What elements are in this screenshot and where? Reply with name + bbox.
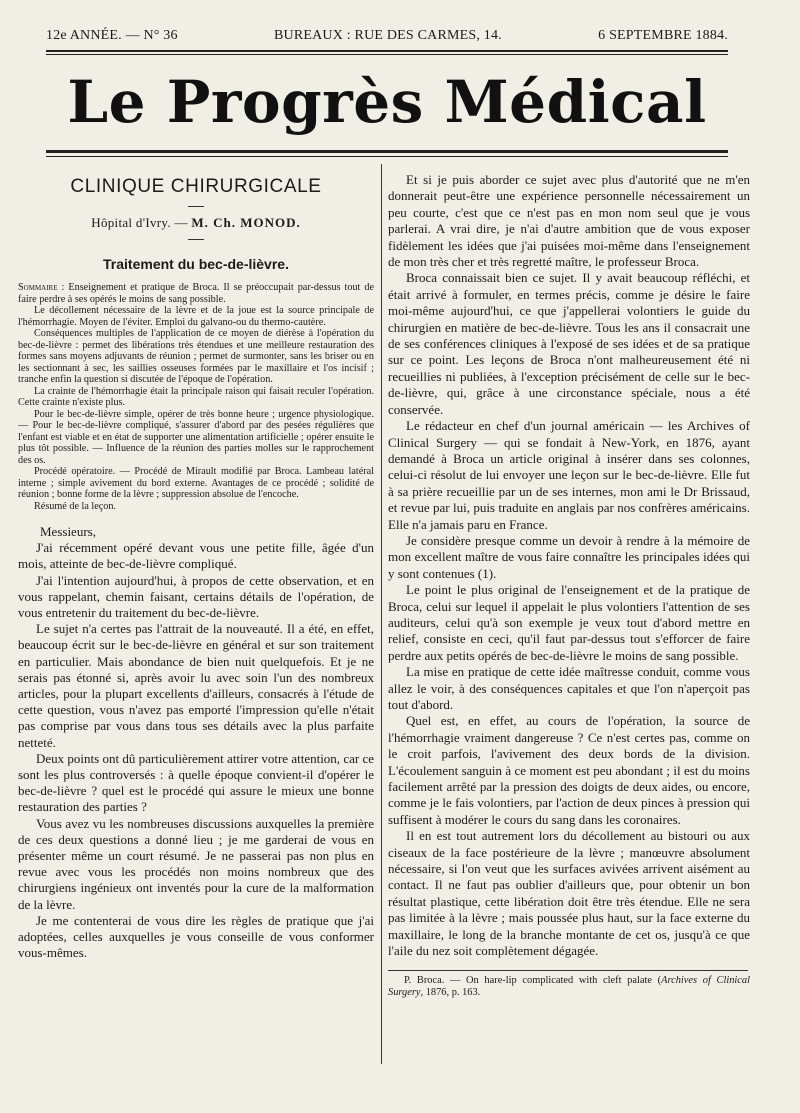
section-divider [188,206,204,207]
right-column [388,172,750,999]
summary-label: Sommaire : [18,282,65,293]
header-rule-bottom [46,54,728,55]
left-body [18,524,374,961]
issue-header [46,28,728,44]
body-paragraph: J'ai l'intention aujourd'hui, à propos de cette observation, et en vous rappelant, chemin faisant, certains détails de l'opération, de vous entretenir du traitement du bec-de-lièvre. [18,572,374,621]
issue-edition: 12e ANNÉE. — N° 36 [46,28,178,43]
summary-paragraph: La crainte de l'hémorrhagie était la principale raison qui faisait reculer l'opération. Cette crainte n'existe plus. [18,385,374,408]
summary-paragraph: Le décollement nécessaire de la lèvre et de la joue est la source principale de l'hémorrhagie. Moyen de l'éviter. Emploi du galvano-ou du thermo-cautère. [18,305,374,328]
summary-paragraph: Sommaire : Enseignement et pratique de Broca. Il se préoccupait par-dessus tout de faire perdre à ses opérés le moins de sang possible. [18,282,375,305]
section-title: CLINIQUE CHIRURGICALE [70,176,322,197]
body-paragraph: Quel est, en effet, au cours de l'opération, la source de l'hémorrhagie vraiment dangereuse ? Ce n'est certes pas, comme on le croit parfois, l'avivement des deux bords de la division. L'écoulement sanguin à ce moment est peu abondant ; il est du moins facilement arrêté par la pression des doigts de deux aides, ou encore, comme je le fais volontiers, par l'action de deux pinces à pression qui suffisent à modérer le cours du sang dans les coronaires. [388,713,750,827]
summary-paragraph: Procédé opératoire. — Procédé de Mirault modifié par Broca. Lambeau latéral interne ; simple avivement du bord externe. Avantages de ce procédé ; solidité de réunion ; bonne forme de la lèvre ; suppression absolue de l'encoche. [18,466,374,500]
hospital-line [18,215,374,231]
footnote-citation: , 1876, p. 163. [420,986,481,998]
masthead-rule-bottom [46,156,728,157]
body-paragraph: Il en est tout autrement lors du décollement au bistouri ou aux ciseaux de la face postérieure de la lèvre ; manœuvre absolument nécessaire, si l'on veut que les surfaces avivées arrivent aisément au contact. Il ne faut pas oublier d'ailleurs que, pour obtenir un bon résultat plastique, cette libération doit être très étendue. Elle ne sera pas limitée à la lèvre ; mais poussée plus haut, sur la face externe du maxillaire, le long de la branche montante de cet os, jusqu'à ce que l'aile du nez soit complètement dégagée. [388,828,750,959]
body-paragraph: La mise en pratique de cette idée maîtresse conduit, comme vous allez le voir, à des conséquences capitales et que l'on n'aperçoit pas tout d'abord. [388,664,750,712]
body-paragraph: Vous avez vu les nombreuses discussions auxquelles la première de ces deux questions a donné lieu ; je me garderai de vous en présenter même un court résumé. Je ne passerai pas non plus en revue avec vous les procédés non moins nombreux que des chirurgiens ingénieux ont inventés pour la cure de la malformation de la lèvre. [18,815,374,912]
body-paragraph: Broca connaissait bien ce sujet. Il y avait beaucoup réfléchi, et était arrivé à formuler, en termes précis, comme je désire le faire moi-même aujourd'hui, ce que j'appellerai volontiers le guide du chirurgien en matière de bec-de-lièvre. Tous les ans il consacrait une de ses conférences cliniques à l'exposé de ses idées et de sa pratique sur ce point. Les leçons de Broca n'ont malheureusement été ni recueillies ni publiées, à l'exception précisément de celle sur le bec-de-lièvre, qui, grâce à une circonstance spéciale, nous a été conservée. [388,270,750,417]
footnote-journal: Archives of Clinical Surgery [388,974,750,998]
body-paragraph: Deux points ont dû particulièrement attirer votre attention, car ce sont les plus controversés : à quelle époque convient-il d'opérer le bec-de-lièvre ? quel est le procédé qui assure le mieux une bonne restauration des parties ? [18,750,374,815]
right-body [388,172,750,960]
summary-paragraph: Conséquences multiples de l'application de ce moyen de diérèse à l'opération du bec-de-lièvre : permet des libérations très étendues et une meilleure restauration des formes sans moyens adjuvants de réunion ; permet de surmonter, sans les briser ou en les sectionnant à sec, les saillies osseuses formées par le maxillaire et l'os incisif ; tranche enfin la question si discutée de l'époque de l'opération. [18,328,374,385]
header-rule-top [46,50,728,52]
masthead-title: Le Progrès Médical [67,68,707,136]
issue-offices: BUREAUX : RUE DES CARMES, 14. [273,28,502,43]
author-divider [188,239,204,240]
body-paragraph: Et si je puis aborder ce sujet avec plus d'autorité que ne m'en donnerait peut-être une expérience personnelle nécessairement un peu courte, c'est que ce n'est pas en mon nom seul que je vous parlerai. A vrai dire, je n'ai d'autre ambition que de vous exposer fidèlement les idées que j'ai puisées moi-même dans l'enseignement de mon très cher et très regretté maître, le professeur Broca. [388,172,750,270]
body-paragraph: Le rédacteur en chef d'un journal américain — les Archives of Clinical Surgery — qui se fondait à New-York, en 1876, ayant demandé à Broca un article original à insérer dans ses colonnes, celui-ci résolut de lui envoyer une leçon sur le bec-de-lièvre. Elle fut à sa prière recueillie par un de ses internes, mon ami le Dr Brissaud, et revue par lui, puis traduite en anglais par nos confrères américains. Elle n'a jamais paru en France. [388,418,750,532]
footnote-rule [388,970,748,971]
hospital-name: Hôpital d'Ivry. — [91,215,188,230]
article-title: Traitement du bec-de-lièvre. [103,256,289,272]
left-column [18,172,374,961]
issue-date: 6 SEPTEMBRE 1884. [598,28,728,43]
salutation: Messieurs, [40,524,96,539]
column-divider [381,164,382,1064]
article-author: M. Ch. MONOD. [191,215,301,230]
masthead-rule-top [46,150,728,153]
body-paragraph: Le sujet n'a certes pas l'attrait de la nouveauté. Il a été, en effet, beaucoup écrit sur le bec-de-lièvre en général et sur son traitement en particulier. Mais abondance de bien nuit quelquefois. Et je ne serais pas étonné si, après avoir lu avec soin l'un des nombreux articles, pour la plupart excellents d'ailleurs, consacrés à l'étude de cette question, vous n'avez pas emporté l'impression qu'elle n'était pas comprise par vous dans tous ses détails avec la plus parfaite netteté. [18,621,374,750]
body-paragraph: Je considère presque comme un devoir à rendre à la mémoire de mon excellent maître de vous faire connaître les principales idées qui y sont contenues (1). [388,532,750,581]
summary-paragraph: Résumé de la leçon. [34,500,117,512]
summary-paragraph: Pour le bec-de-lièvre simple, opérer de très bonne heure ; urgence physiologique. — Pour le bec-de-lièvre compliqué, s'assurer d'abord par des pesées régulières que l'enfant est viable et en état de supporter une alimentation artificielle ; opérer ensuite le plus tôt possible. — Influence de la réunion des parties molles sur le rapprochement des os. [18,408,374,466]
body-paragraph: Je me contenterai de vous dire les règles de pratique que j'ai adoptées, celles auxquelles je vous conseille de vous conformer vous-mêmes. [18,912,374,961]
article-summary [18,282,374,512]
body-paragraph: J'ai récemment opéré devant vous une petite fille, âgée d'un mois, atteinte de bec-de-lièvre compliqué. [18,540,374,572]
body-paragraph: Le point le plus original de l'enseignement et de la pratique de Broca, celui sur lequel il appelait le plus volontiers l'attention de ses auditeurs, celui qu'à son exemple je veux tout d'abord mettre en relief, consiste en ceci, qu'il faut par-dessus tout s'efforcer de faire perdre aux petits opérés de bec-de-lièvre le moins de sang possible. [388,582,750,663]
footnote [388,975,750,999]
footnote-text: P. Broca. — On hare-lip complicated with cleft palate ( [404,974,662,986]
